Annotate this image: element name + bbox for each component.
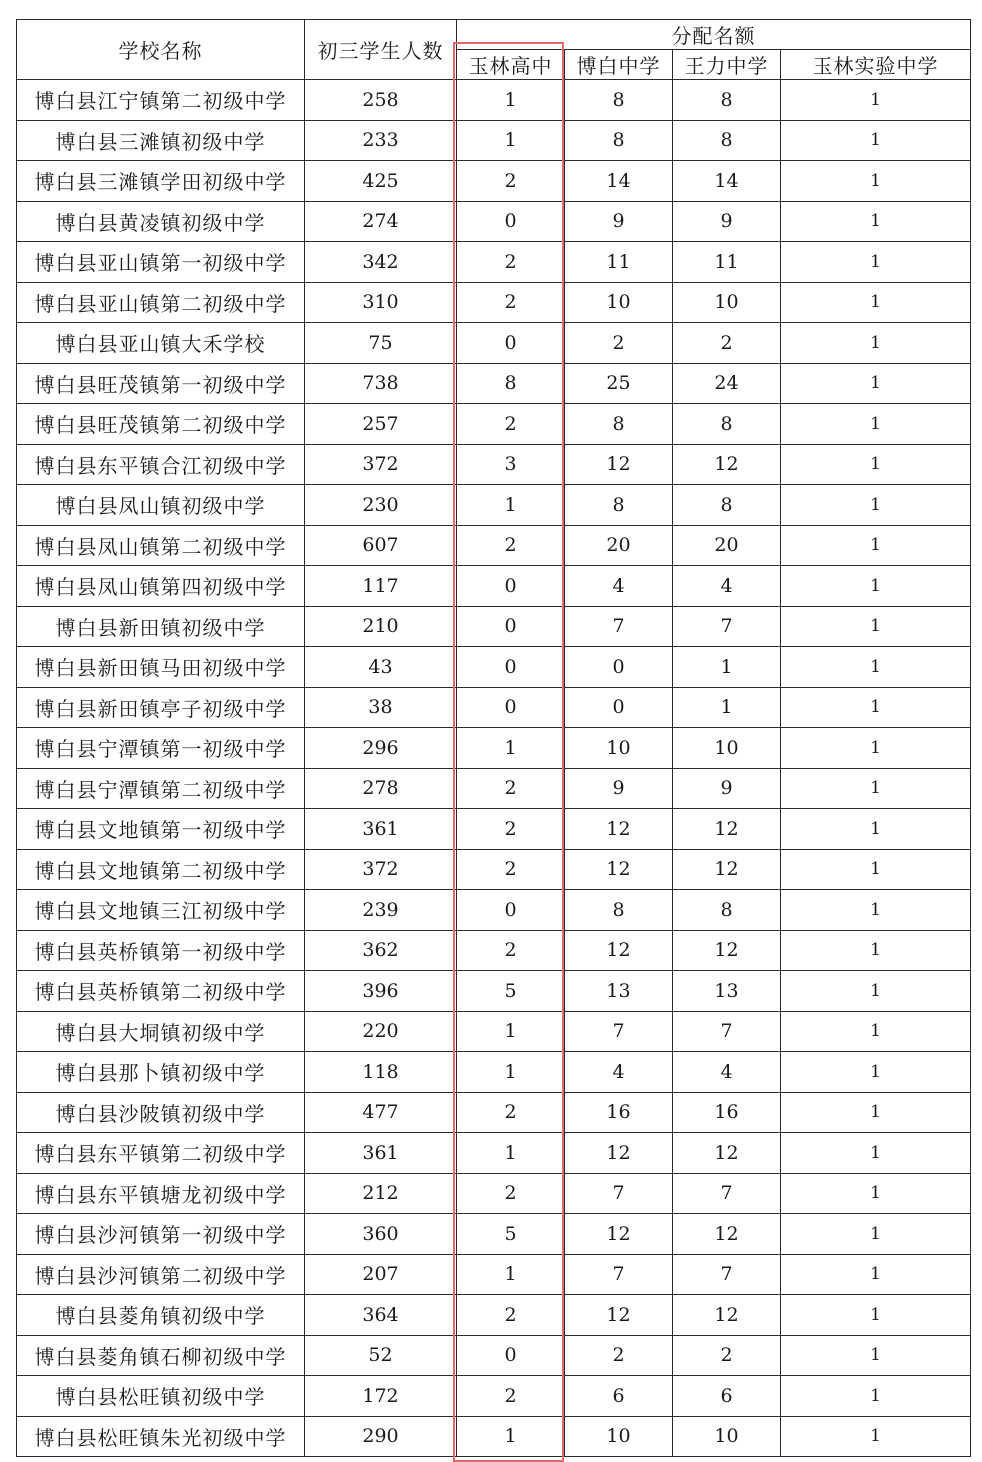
- student-count-cell: 425: [305, 161, 457, 202]
- wangli-middle-quota-cell: 12: [673, 849, 781, 890]
- student-count-cell: 210: [305, 606, 457, 647]
- bobai-middle-quota-cell: 7: [565, 606, 673, 647]
- header-wangli-middle: 王力中学: [673, 50, 781, 80]
- yulin-high-quota-cell: 2: [457, 930, 565, 971]
- yulin-high-quota-cell: 2: [457, 282, 565, 323]
- table-row: [17, 1295, 971, 1336]
- school-name-cell: 博白县宁潭镇第一初级中学: [17, 728, 305, 769]
- bobai-middle-quota-cell: 10: [565, 1416, 673, 1457]
- yulin-experimental-quota-cell: 1: [781, 485, 971, 526]
- student-count-cell: 257: [305, 404, 457, 445]
- school-name-cell: 博白县东平镇第二初级中学: [17, 1133, 305, 1174]
- yulin-high-quota-cell: 0: [457, 890, 565, 931]
- table-row: [17, 687, 971, 728]
- yulin-high-quota-cell: 2: [457, 242, 565, 283]
- yulin-experimental-quota-cell: 1: [781, 647, 971, 688]
- table-row: [17, 444, 971, 485]
- table-row: [17, 1052, 971, 1093]
- yulin-high-quota-cell: 2: [457, 849, 565, 890]
- yulin-high-quota-cell: 5: [457, 1214, 565, 1255]
- yulin-experimental-quota-cell: 1: [781, 363, 971, 404]
- student-count-cell: 362: [305, 930, 457, 971]
- wangli-middle-quota-cell: 1: [673, 647, 781, 688]
- table-row: [17, 566, 971, 607]
- school-name-cell: 博白县文地镇第二初级中学: [17, 849, 305, 890]
- yulin-high-quota-cell: 0: [457, 566, 565, 607]
- table-row: [17, 809, 971, 850]
- wangli-middle-quota-cell: 4: [673, 566, 781, 607]
- wangli-middle-quota-cell: 8: [673, 404, 781, 445]
- student-count-cell: 361: [305, 809, 457, 850]
- allocation-table-sheet: [16, 19, 970, 1457]
- wangli-middle-quota-cell: 4: [673, 1052, 781, 1093]
- yulin-high-quota-cell: 2: [457, 404, 565, 445]
- yulin-experimental-quota-cell: 1: [781, 1416, 971, 1457]
- school-name-cell: 博白县凤山镇第四初级中学: [17, 566, 305, 607]
- wangli-middle-quota-cell: 7: [673, 1173, 781, 1214]
- school-name-cell: 博白县英桥镇第一初级中学: [17, 930, 305, 971]
- bobai-middle-quota-cell: 9: [565, 201, 673, 242]
- wangli-middle-quota-cell: 13: [673, 971, 781, 1012]
- student-count-cell: 117: [305, 566, 457, 607]
- table-row: [17, 606, 971, 647]
- yulin-experimental-quota-cell: 1: [781, 930, 971, 971]
- header-yulin-experimental: 玉林实验中学: [781, 50, 971, 80]
- school-name-cell: 博白县凤山镇第二初级中学: [17, 525, 305, 566]
- school-name-cell: 博白县东平镇塘龙初级中学: [17, 1173, 305, 1214]
- student-count-cell: 207: [305, 1254, 457, 1295]
- bobai-middle-quota-cell: 10: [565, 728, 673, 769]
- table-row: [17, 1133, 971, 1174]
- wangli-middle-quota-cell: 9: [673, 768, 781, 809]
- yulin-high-quota-cell: 0: [457, 647, 565, 688]
- school-name-cell: 博白县东平镇合江初级中学: [17, 444, 305, 485]
- table-row: [17, 242, 971, 283]
- school-name-cell: 博白县江宁镇第二初级中学: [17, 80, 305, 121]
- yulin-experimental-quota-cell: 1: [781, 525, 971, 566]
- yulin-experimental-quota-cell: 1: [781, 1011, 971, 1052]
- student-count-cell: 607: [305, 525, 457, 566]
- wangli-middle-quota-cell: 8: [673, 80, 781, 121]
- yulin-experimental-quota-cell: 1: [781, 282, 971, 323]
- student-count-cell: 230: [305, 485, 457, 526]
- student-count-cell: 364: [305, 1295, 457, 1336]
- yulin-high-quota-cell: 2: [457, 1295, 565, 1336]
- yulin-experimental-quota-cell: 1: [781, 849, 971, 890]
- table-row: [17, 1335, 971, 1376]
- school-name-cell: 博白县亚山镇第二初级中学: [17, 282, 305, 323]
- student-count-cell: 738: [305, 363, 457, 404]
- table-row: [17, 768, 971, 809]
- bobai-middle-quota-cell: 6: [565, 1376, 673, 1417]
- wangli-middle-quota-cell: 2: [673, 323, 781, 364]
- student-count-cell: 274: [305, 201, 457, 242]
- bobai-middle-quota-cell: 0: [565, 647, 673, 688]
- school-name-cell: 博白县旺茂镇第一初级中学: [17, 363, 305, 404]
- student-count-cell: 220: [305, 1011, 457, 1052]
- school-name-cell: 博白县三滩镇初级中学: [17, 120, 305, 161]
- school-name-cell: 博白县沙河镇第一初级中学: [17, 1214, 305, 1255]
- yulin-experimental-quota-cell: 1: [781, 1376, 971, 1417]
- school-name-cell: 博白县菱角镇初级中学: [17, 1295, 305, 1336]
- yulin-experimental-quota-cell: 1: [781, 1052, 971, 1093]
- school-name-cell: 博白县旺茂镇第二初级中学: [17, 404, 305, 445]
- wangli-middle-quota-cell: 11: [673, 242, 781, 283]
- yulin-experimental-quota-cell: 1: [781, 161, 971, 202]
- school-name-cell: 博白县沙河镇第二初级中学: [17, 1254, 305, 1295]
- bobai-middle-quota-cell: 25: [565, 363, 673, 404]
- yulin-experimental-quota-cell: 1: [781, 809, 971, 850]
- table-row: [17, 890, 971, 931]
- header-student-count: 初三学生人数: [305, 20, 457, 80]
- student-count-cell: 239: [305, 890, 457, 931]
- bobai-middle-quota-cell: 8: [565, 120, 673, 161]
- school-name-cell: 博白县黄凌镇初级中学: [17, 201, 305, 242]
- student-count-cell: 118: [305, 1052, 457, 1093]
- yulin-high-quota-cell: 1: [457, 80, 565, 121]
- wangli-middle-quota-cell: 16: [673, 1092, 781, 1133]
- bobai-middle-quota-cell: 12: [565, 1214, 673, 1255]
- bobai-middle-quota-cell: 16: [565, 1092, 673, 1133]
- table-row: [17, 363, 971, 404]
- school-name-cell: 博白县亚山镇大禾学校: [17, 323, 305, 364]
- wangli-middle-quota-cell: 8: [673, 485, 781, 526]
- yulin-experimental-quota-cell: 1: [781, 566, 971, 607]
- table-row: [17, 1092, 971, 1133]
- table-row: [17, 201, 971, 242]
- yulin-high-quota-cell: 1: [457, 120, 565, 161]
- wangli-middle-quota-cell: 20: [673, 525, 781, 566]
- bobai-middle-quota-cell: 12: [565, 809, 673, 850]
- school-name-cell: 博白县英桥镇第二初级中学: [17, 971, 305, 1012]
- bobai-middle-quota-cell: 20: [565, 525, 673, 566]
- table-row: [17, 1173, 971, 1214]
- table-row: [17, 1376, 971, 1417]
- bobai-middle-quota-cell: 9: [565, 768, 673, 809]
- bobai-middle-quota-cell: 8: [565, 80, 673, 121]
- header-yulin-high: 玉林高中: [457, 50, 565, 80]
- table-body: [17, 80, 971, 1457]
- table-row: [17, 1214, 971, 1255]
- bobai-middle-quota-cell: 12: [565, 849, 673, 890]
- table-row: [17, 971, 971, 1012]
- table-row: [17, 728, 971, 769]
- bobai-middle-quota-cell: 0: [565, 687, 673, 728]
- yulin-experimental-quota-cell: 1: [781, 1214, 971, 1255]
- yulin-high-quota-cell: 2: [457, 161, 565, 202]
- school-name-cell: 博白县那卜镇初级中学: [17, 1052, 305, 1093]
- school-name-cell: 博白县大垌镇初级中学: [17, 1011, 305, 1052]
- yulin-high-quota-cell: 2: [457, 1173, 565, 1214]
- table-row: [17, 930, 971, 971]
- table-row: [17, 647, 971, 688]
- wangli-middle-quota-cell: 10: [673, 282, 781, 323]
- wangli-middle-quota-cell: 12: [673, 1295, 781, 1336]
- wangli-middle-quota-cell: 12: [673, 809, 781, 850]
- yulin-experimental-quota-cell: 1: [781, 201, 971, 242]
- table-row: [17, 485, 971, 526]
- yulin-experimental-quota-cell: 1: [781, 768, 971, 809]
- student-count-cell: 372: [305, 444, 457, 485]
- yulin-high-quota-cell: 1: [457, 1133, 565, 1174]
- bobai-middle-quota-cell: 4: [565, 1052, 673, 1093]
- school-name-cell: 博白县松旺镇初级中学: [17, 1376, 305, 1417]
- yulin-high-quota-cell: 0: [457, 323, 565, 364]
- bobai-middle-quota-cell: 14: [565, 161, 673, 202]
- student-count-cell: 310: [305, 282, 457, 323]
- yulin-experimental-quota-cell: 1: [781, 1092, 971, 1133]
- header-bobai-middle: 博白中学: [565, 50, 673, 80]
- yulin-high-quota-cell: 8: [457, 363, 565, 404]
- yulin-experimental-quota-cell: 1: [781, 1254, 971, 1295]
- yulin-high-quota-cell: 1: [457, 728, 565, 769]
- bobai-middle-quota-cell: 12: [565, 1133, 673, 1174]
- student-count-cell: 38: [305, 687, 457, 728]
- yulin-experimental-quota-cell: 1: [781, 444, 971, 485]
- school-name-cell: 博白县菱角镇石柳初级中学: [17, 1335, 305, 1376]
- student-count-cell: 172: [305, 1376, 457, 1417]
- school-name-cell: 博白县亚山镇第一初级中学: [17, 242, 305, 283]
- wangli-middle-quota-cell: 7: [673, 606, 781, 647]
- wangli-middle-quota-cell: 8: [673, 890, 781, 931]
- student-count-cell: 52: [305, 1335, 457, 1376]
- yulin-high-quota-cell: 1: [457, 485, 565, 526]
- school-name-cell: 博白县新田镇亭子初级中学: [17, 687, 305, 728]
- yulin-experimental-quota-cell: 1: [781, 687, 971, 728]
- student-count-cell: 396: [305, 971, 457, 1012]
- student-count-cell: 212: [305, 1173, 457, 1214]
- wangli-middle-quota-cell: 12: [673, 1133, 781, 1174]
- bobai-middle-quota-cell: 7: [565, 1173, 673, 1214]
- yulin-high-quota-cell: 1: [457, 1254, 565, 1295]
- table-row: [17, 120, 971, 161]
- yulin-high-quota-cell: 2: [457, 1376, 565, 1417]
- yulin-experimental-quota-cell: 1: [781, 120, 971, 161]
- student-count-cell: 75: [305, 323, 457, 364]
- wangli-middle-quota-cell: 14: [673, 161, 781, 202]
- student-count-cell: 296: [305, 728, 457, 769]
- bobai-middle-quota-cell: 4: [565, 566, 673, 607]
- yulin-experimental-quota-cell: 1: [781, 1295, 971, 1336]
- table-row: [17, 404, 971, 445]
- header-school-name: 学校名称: [17, 20, 305, 80]
- bobai-middle-quota-cell: 2: [565, 1335, 673, 1376]
- bobai-middle-quota-cell: 8: [565, 404, 673, 445]
- school-name-cell: 博白县松旺镇朱光初级中学: [17, 1416, 305, 1457]
- bobai-middle-quota-cell: 8: [565, 890, 673, 931]
- yulin-experimental-quota-cell: 1: [781, 971, 971, 1012]
- school-name-cell: 博白县新田镇马田初级中学: [17, 647, 305, 688]
- yulin-high-quota-cell: 2: [457, 768, 565, 809]
- yulin-experimental-quota-cell: 1: [781, 1335, 971, 1376]
- table-row: [17, 525, 971, 566]
- yulin-high-quota-cell: 3: [457, 444, 565, 485]
- school-name-cell: 博白县沙陂镇初级中学: [17, 1092, 305, 1133]
- yulin-high-quota-cell: 1: [457, 1052, 565, 1093]
- wangli-middle-quota-cell: 10: [673, 1416, 781, 1457]
- yulin-experimental-quota-cell: 1: [781, 1173, 971, 1214]
- wangli-middle-quota-cell: 12: [673, 930, 781, 971]
- bobai-middle-quota-cell: 13: [565, 971, 673, 1012]
- wangli-middle-quota-cell: 2: [673, 1335, 781, 1376]
- header-row-top: [17, 20, 971, 50]
- bobai-middle-quota-cell: 11: [565, 242, 673, 283]
- yulin-high-quota-cell: 1: [457, 1416, 565, 1457]
- yulin-experimental-quota-cell: 1: [781, 242, 971, 283]
- wangli-middle-quota-cell: 12: [673, 444, 781, 485]
- bobai-middle-quota-cell: 12: [565, 444, 673, 485]
- student-count-cell: 258: [305, 80, 457, 121]
- student-count-cell: 372: [305, 849, 457, 890]
- wangli-middle-quota-cell: 1: [673, 687, 781, 728]
- wangli-middle-quota-cell: 24: [673, 363, 781, 404]
- yulin-high-quota-cell: 0: [457, 606, 565, 647]
- bobai-middle-quota-cell: 7: [565, 1254, 673, 1295]
- table-row: [17, 1416, 971, 1457]
- table-row: [17, 80, 971, 121]
- wangli-middle-quota-cell: 12: [673, 1214, 781, 1255]
- bobai-middle-quota-cell: 12: [565, 1295, 673, 1336]
- yulin-experimental-quota-cell: 1: [781, 728, 971, 769]
- student-count-cell: 360: [305, 1214, 457, 1255]
- student-count-cell: 342: [305, 242, 457, 283]
- bobai-middle-quota-cell: 2: [565, 323, 673, 364]
- table-row: [17, 1011, 971, 1052]
- yulin-high-quota-cell: 0: [457, 1335, 565, 1376]
- wangli-middle-quota-cell: 7: [673, 1011, 781, 1052]
- yulin-experimental-quota-cell: 1: [781, 323, 971, 364]
- school-name-cell: 博白县文地镇三江初级中学: [17, 890, 305, 931]
- table-row: [17, 282, 971, 323]
- bobai-middle-quota-cell: 12: [565, 930, 673, 971]
- student-count-cell: 278: [305, 768, 457, 809]
- yulin-high-quota-cell: 2: [457, 1092, 565, 1133]
- yulin-high-quota-cell: 5: [457, 971, 565, 1012]
- student-count-cell: 290: [305, 1416, 457, 1457]
- header-allocation: 分配名额: [457, 20, 971, 50]
- wangli-middle-quota-cell: 10: [673, 728, 781, 769]
- yulin-experimental-quota-cell: 1: [781, 80, 971, 121]
- student-count-cell: 361: [305, 1133, 457, 1174]
- yulin-high-quota-cell: 0: [457, 687, 565, 728]
- wangli-middle-quota-cell: 7: [673, 1254, 781, 1295]
- yulin-experimental-quota-cell: 1: [781, 404, 971, 445]
- table-row: [17, 849, 971, 890]
- table-row: [17, 323, 971, 364]
- yulin-experimental-quota-cell: 1: [781, 1133, 971, 1174]
- school-name-cell: 博白县文地镇第一初级中学: [17, 809, 305, 850]
- school-name-cell: 博白县宁潭镇第二初级中学: [17, 768, 305, 809]
- table-row: [17, 1254, 971, 1295]
- bobai-middle-quota-cell: 7: [565, 1011, 673, 1052]
- yulin-experimental-quota-cell: 1: [781, 606, 971, 647]
- student-count-cell: 233: [305, 120, 457, 161]
- yulin-high-quota-cell: 2: [457, 525, 565, 566]
- school-name-cell: 博白县凤山镇初级中学: [17, 485, 305, 526]
- yulin-high-quota-cell: 2: [457, 809, 565, 850]
- yulin-experimental-quota-cell: 1: [781, 890, 971, 931]
- bobai-middle-quota-cell: 10: [565, 282, 673, 323]
- school-name-cell: 博白县三滩镇学田初级中学: [17, 161, 305, 202]
- yulin-high-quota-cell: 0: [457, 201, 565, 242]
- yulin-high-quota-cell: 1: [457, 1011, 565, 1052]
- wangli-middle-quota-cell: 8: [673, 120, 781, 161]
- wangli-middle-quota-cell: 9: [673, 201, 781, 242]
- school-name-cell: 博白县新田镇初级中学: [17, 606, 305, 647]
- wangli-middle-quota-cell: 6: [673, 1376, 781, 1417]
- student-count-cell: 43: [305, 647, 457, 688]
- student-count-cell: 477: [305, 1092, 457, 1133]
- bobai-middle-quota-cell: 8: [565, 485, 673, 526]
- allocation-table: [16, 19, 971, 1457]
- table-row: [17, 161, 971, 202]
